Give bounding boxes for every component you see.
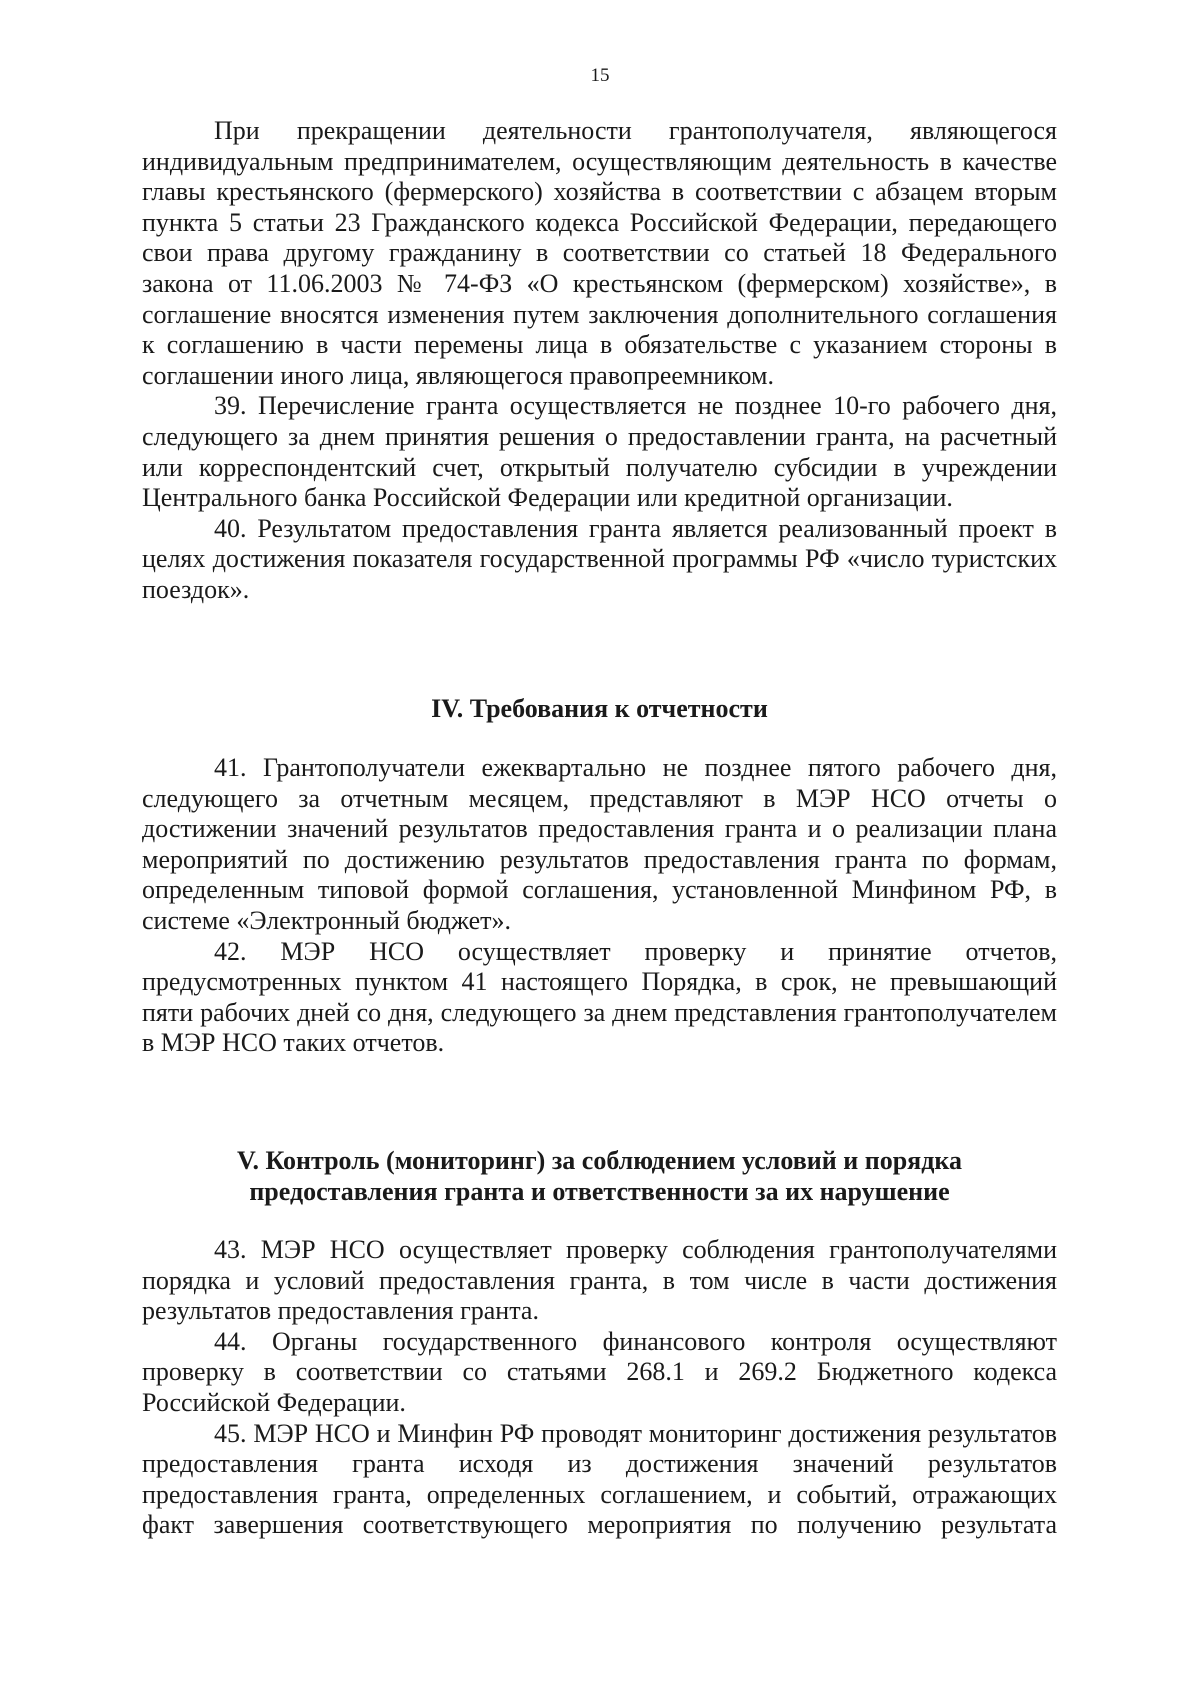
section-4-title (142, 693, 1057, 724)
section-5-title-line2: предоставления гранта и ответственности за их нарушение (249, 1177, 950, 1206)
section-5-title-line1: V. Контроль (мониторинг) за соблюдением условий и порядка (237, 1146, 962, 1175)
section-5-body (142, 1235, 1057, 1541)
paragraph-42: 42. МЭР НСО осуществляет проверку и принятие отчетов, предусмотренных пунктом 41 настоящего Порядка, в срок, не превышающий пяти рабочих дней со дня, следующего за днем представления грантополучателем в МЭР НСО таких отчетов. (142, 936, 1057, 1058)
page-number: 15 (590, 65, 610, 86)
paragraph-45: 45. МЭР НСО и Минфин РФ проводят мониторинг достижения результатов предоставления гранта исходя из достижения значений результатов предоставления гранта, определенных соглашением, и событий, отражающих факт завершения соответствующего мероприятия по получению результата (142, 1418, 1057, 1540)
section-4-body (142, 753, 1057, 1059)
paragraphs-top (142, 116, 1057, 606)
section-4-title-text: IV. Требования к отчетности (431, 694, 768, 723)
paragraph-43: 43. МЭР НСО осуществляет проверку соблюдения грантополучателями порядка и условий предоставления гранта, в том числе в части достижения результатов предоставления гранта. (142, 1235, 1057, 1326)
section-5-title (142, 1145, 1057, 1207)
paragraph-44: 44. Органы государственного финансового контроля осуществляют проверку в соответствии со статьями 268.1 и 269.2 Бюджетного кодекса Российской Федерации. (142, 1326, 1057, 1417)
paragraph-41: 41. Грантополучатели ежеквартально не позднее пятого рабочего дня, следующего за отчетным месяцем, представляют в МЭР НСО отчеты о достижении значений результатов предоставления гранта и о реализации плана мероприятий по достижению результатов предоставления гранта по формам, определенным типовой формой соглашения, установленной Минфином РФ, в системе «Электронный бюджет». (142, 753, 1057, 935)
paragraph-39: 39. Перечисление гранта осуществляется не позднее 10-го рабочего дня, следующего за днем принятия решения о предоставлении гранта, на расчетный или корреспондентский счет, открытый получателю субсидии в учреждении Центрального банка Российской Федерации или кредитной организации. (142, 391, 1057, 513)
paragraph-succession: При прекращении деятельности грантополучателя, являющегося индивидуальным предпринимателем, осуществляющим деятельность в качестве главы крестьянского (фермерского) хозяйства в соответствии с абзацем вторым пункта 5 статьи 23 Гражданского кодекса Российской Федерации, передающего свои права другому гражданину в соответствии со статьей 18 Федерального закона от 11.06.2003 № 74-ФЗ «О крестьянском (фермерском) хозяйстве», в соглашение вносятся изменения путем заключения дополнительного соглашения к соглашению в части перемены лица в обязательстве с указанием стороны в соглашении иного лица, являющегося правопреемником. (142, 116, 1057, 390)
paragraph-40: 40. Результатом предоставления гранта является реализованный проект в целях достижения показателя государственной программы РФ «число туристских поездок». (142, 513, 1057, 604)
